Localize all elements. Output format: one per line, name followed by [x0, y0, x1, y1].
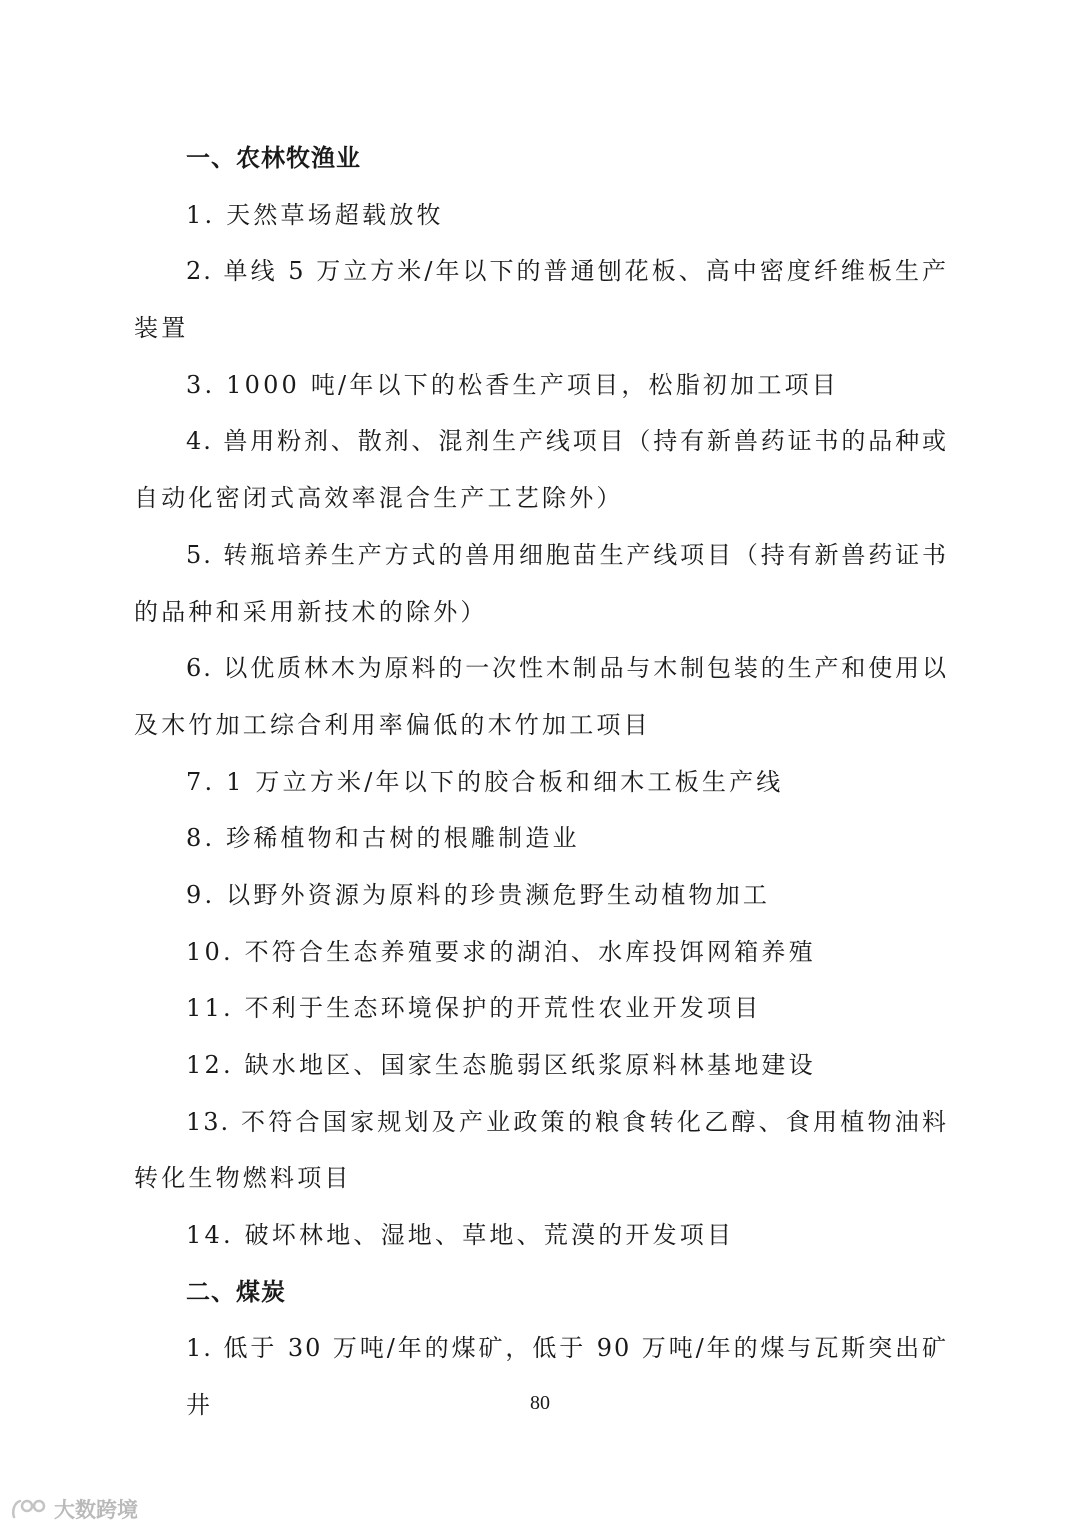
list-item-continuation: 自动化密闭式高效率混合生产工艺除外）	[134, 484, 624, 513]
list-item: 14. 破坏林地、湿地、草地、荒漠的开发项目	[186, 1221, 735, 1250]
list-item: 6. 以优质林木为原料的一次性木制品与木制包装的生产和使用以	[186, 654, 948, 683]
list-item: 1. 天然草场超载放牧	[186, 200, 444, 229]
list-item: 4. 兽用粉剂、散剂、混剂生产线项目（持有新兽药证书的品种或	[186, 427, 948, 456]
list-item: 13. 不符合国家规划及产业政策的粮食转化乙醇、食用植物油料	[186, 1107, 948, 1136]
list-item: 12. 缺水地区、国家生态脆弱区纸浆原料林基地建设	[186, 1051, 816, 1079]
section-heading-agriculture: 一、农林牧渔业	[186, 144, 361, 172]
watermark-text: 大数跨境	[54, 1498, 138, 1522]
page-number: 80	[530, 1392, 550, 1414]
list-item-continuation: 的品种和采用新技术的除外）	[134, 597, 488, 626]
list-item: 5. 转瓶培养生产方式的兽用细胞苗生产线项目（持有新兽药证书	[186, 540, 948, 569]
watermark	[10, 1494, 138, 1524]
list-item: 1. 低于 30 万吨/年的煤矿，低于 90 万吨/年的煤与瓦斯突出矿井	[186, 1334, 948, 1420]
watermark-logo-icon	[10, 1497, 50, 1521]
list-item-continuation: 及木竹加工综合利用率偏低的木竹加工项目	[134, 710, 651, 739]
list-item: 10. 不符合生态养殖要求的湖泊、水库投饵网箱养殖	[186, 937, 816, 966]
list-item-continuation: 转化生物燃料项目	[134, 1164, 352, 1193]
list-item: 11. 不利于生态环境保护的开荒性农业开发项目	[186, 994, 762, 1023]
list-item: 7. 1 万立方米/年以下的胶合板和细木工板生产线	[186, 767, 784, 796]
list-item: 9. 以野外资源为原料的珍贵濒危野生动植物加工	[186, 880, 771, 909]
list-item: 2. 单线 5 万立方米/年以下的普通刨花板、高中密度纤维板生产	[186, 257, 948, 286]
list-item: 8. 珍稀植物和古树的根雕制造业	[186, 824, 580, 853]
list-item-continuation: 装置	[134, 314, 189, 343]
list-item: 3. 1000 吨/年以下的松香生产项目，松脂初加工项目	[186, 370, 839, 399]
section-heading-coal: 二、煤炭	[186, 1277, 286, 1306]
